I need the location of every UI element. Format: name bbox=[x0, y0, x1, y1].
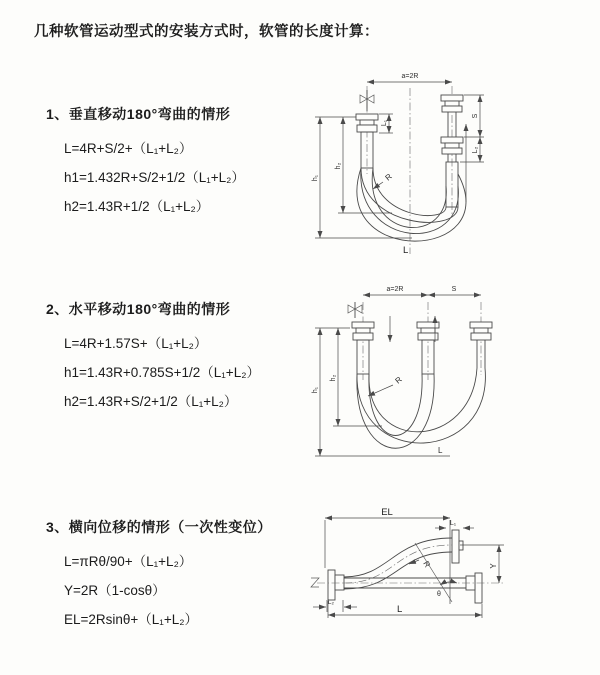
valve-icon bbox=[360, 90, 374, 111]
dim-s bbox=[464, 95, 484, 137]
section3-formulas bbox=[64, 547, 198, 634]
radius-label: R bbox=[393, 374, 404, 386]
hose-displaced-position bbox=[344, 538, 452, 589]
formula-y: Y=2R（1-cosθ） bbox=[64, 583, 166, 598]
diagram-horizontal-180-bend bbox=[300, 278, 600, 468]
formula-l3: L=πRθ/90+（L₁+L₂） bbox=[64, 554, 193, 569]
left-fitting bbox=[352, 322, 374, 340]
section1-formulas bbox=[64, 134, 245, 221]
formula-l2: L=4R+1.57S+（L₁+L₂） bbox=[64, 336, 208, 351]
diagram-vertical-180-bend bbox=[300, 62, 600, 262]
diagram-lateral-displacement bbox=[295, 505, 600, 655]
dim-a2r-label: a=2R bbox=[401, 73, 419, 80]
dim-s-label: S bbox=[451, 286, 457, 293]
length-label: L bbox=[403, 245, 409, 256]
length-label: L bbox=[438, 446, 443, 455]
formula-h2: h2=1.43R+1/2（L₁+L₂） bbox=[64, 199, 210, 214]
formula-h1b: h1=1.43R+0.785S+1/2（L₁+L₂） bbox=[64, 365, 260, 380]
right-flange bbox=[466, 573, 482, 603]
dim-l2-label: L₂ bbox=[472, 146, 479, 154]
valve-icon bbox=[348, 302, 362, 318]
radius-label: R bbox=[383, 171, 394, 183]
dim-el-label: EL bbox=[381, 507, 393, 518]
dim-a2r-label: a=2R bbox=[386, 286, 404, 293]
section2-formulas bbox=[64, 329, 260, 416]
page-title: 几种软管运动型式的安装方式时，软管的长度计算： bbox=[34, 24, 379, 40]
dim-l1-label: L₁ bbox=[381, 119, 388, 127]
dim-s-label: S bbox=[472, 113, 479, 119]
upper-flange bbox=[452, 530, 463, 563]
angle-theta-label: θ bbox=[437, 591, 441, 598]
dim-el bbox=[325, 507, 450, 568]
radius-callout bbox=[373, 172, 394, 189]
formula-l1: L=4R+S/2+（L₁+L₂） bbox=[64, 141, 193, 156]
right-fitting-lower bbox=[441, 137, 463, 154]
formula-h2b: h2=1.43R+S/2+1/2（L₁+L₂） bbox=[64, 394, 238, 409]
hose-u-bend bbox=[357, 168, 466, 241]
dim-l2 bbox=[460, 137, 484, 162]
dim-l bbox=[328, 601, 482, 618]
dim-a2r bbox=[363, 286, 428, 295]
dim-l2-label: L₂ bbox=[327, 599, 335, 606]
formula-h1: h1=1.432R+S/2+1/2（L₁+L₂） bbox=[64, 170, 245, 185]
dim-s bbox=[428, 286, 481, 295]
middle-fitting bbox=[417, 322, 439, 340]
break-symbol bbox=[311, 578, 319, 587]
left-flange bbox=[328, 570, 344, 600]
hose-u-bend-positions bbox=[357, 368, 486, 448]
section3-heading: 3、横向位移的情形（一次性变位） bbox=[46, 519, 272, 535]
radius-label: R bbox=[421, 559, 432, 570]
dim-l-label: L bbox=[397, 604, 403, 615]
section2-heading: 2、水平移动180°弯曲的情形 bbox=[46, 301, 231, 317]
dim-h2 bbox=[330, 328, 382, 426]
dim-l1 bbox=[435, 520, 474, 528]
left-fitting bbox=[356, 114, 378, 132]
radius-callout bbox=[368, 375, 404, 396]
dim-l1 bbox=[379, 114, 393, 133]
angle-arc bbox=[440, 582, 457, 585]
dim-h2-label: h₂ bbox=[335, 162, 342, 170]
dim-a2r bbox=[367, 73, 452, 82]
right-fitting-upper bbox=[441, 95, 463, 112]
formula-el: EL=2Rsinθ+（L₁+L₂） bbox=[64, 612, 198, 627]
right-fitting bbox=[470, 322, 492, 340]
dim-h1 bbox=[312, 328, 450, 456]
dim-y-label: Y bbox=[489, 563, 498, 569]
section1-heading: 1、垂直移动180°弯曲的情形 bbox=[46, 106, 231, 122]
dim-l1-label: L₁ bbox=[449, 520, 457, 527]
dim-h2-label: h₂ bbox=[330, 374, 337, 382]
dim-h1-label: h₁ bbox=[312, 174, 319, 182]
dim-h1-label: h₁ bbox=[312, 386, 319, 394]
dim-l2 bbox=[313, 599, 357, 612]
